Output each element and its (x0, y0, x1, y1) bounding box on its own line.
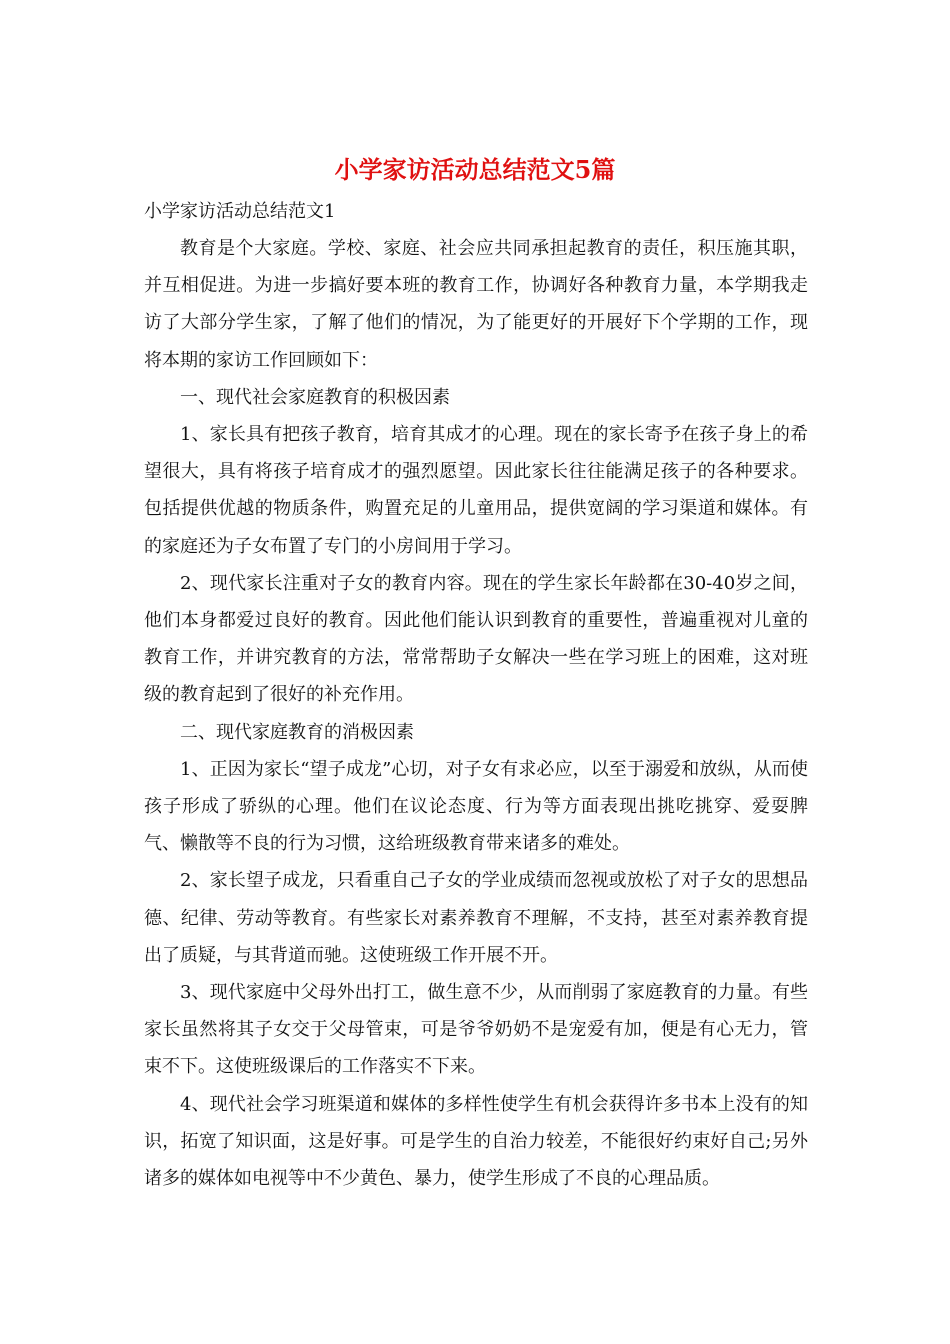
paragraph-intro: 教育是个大家庭。学校、家庭、社会应共同承担起教育的责任，积压施其职，并互相促进。为进一步搞好要本班的教育工作，协调好各种教育力量，本学期我走访了大部分学生家，了解了他们的情况，为了能更好的开展好下个学期的工作，现将本期的家访工作回顾如下： (144, 238, 808, 371)
paragraph-positive-2: 2、现代家长注重对子女的教育内容。现在的学生家长年龄都在30-40岁之间，他们本身都爱过良好的教育。因此他们能认识到教育的重要性，普遍重视对儿童的教育工作，并讲究教育的方法，常常帮助子女解决一些在学习班上的困难，这对班级的教育起到了很好的补充作用。 (144, 572, 808, 706)
paragraph-negative-2: 2、家长望子成龙，只看重自己子女的学业成绩而忽视或放松了对子女的思想品德、纪律、劳动等教育。有些家长对素养教育不理解，不支持，甚至对素养教育提出了质疑，与其背道而驰。这使班级工作开展不开。 (144, 870, 808, 966)
document-body (144, 198, 808, 1197)
heading-positive-factors: 一、现代社会家庭教育的积极因素 (180, 386, 450, 408)
paragraph-negative-1: 1、正因为家长“望子成龙”心切，对子女有求必应，以至于溺爱和放纵，从而使孩子形成了骄纵的心理。他们在议论态度、行为等方面表现出挑吃挑穿、爱耍脾气、懒散等不良的行为习惯，这给班级教育带来诸多的难处。 (144, 758, 808, 855)
paragraph-negative-4: 4、现代社会学习班渠道和媒体的多样性使学生有机会获得许多书本上没有的知识，拓宽了知识面，这是好事。可是学生的自治力较差，不能很好约束好自己;另外诸多的媒体如电视等中不少黄色、暴力，使学生形成了不良的心理品质。 (144, 1093, 808, 1190)
paragraph-negative-3: 3、现代家庭中父母外出打工，做生意不少，从而削弱了家庭教育的力量。有些家长虽然将其子女交于父母管束，可是爷爷奶奶不是宠爱有加，便是有心无力，管束不下。这使班级课后的工作落实不下来。 (144, 982, 808, 1078)
paragraph-positive-1: 1、家长具有把孩子教育，培育其成才的心理。现在的家长寄予在孩子身上的希望很大，具有将孩子培育成才的强烈愿望。因此家长往往能满足孩子的各种要求。包括提供优越的物质条件，购置充足的儿童用品，提供宽阔的学习渠道和媒体。有的家庭还为子女布置了专门的小房间用于学习。 (144, 424, 808, 557)
document-title: 小学家访活动总结范文5篇 (334, 155, 616, 184)
section-subtitle: 小学家访活动总结范文1 (144, 201, 336, 222)
heading-negative-factors: 二、现代家庭教育的消极因素 (180, 721, 414, 743)
